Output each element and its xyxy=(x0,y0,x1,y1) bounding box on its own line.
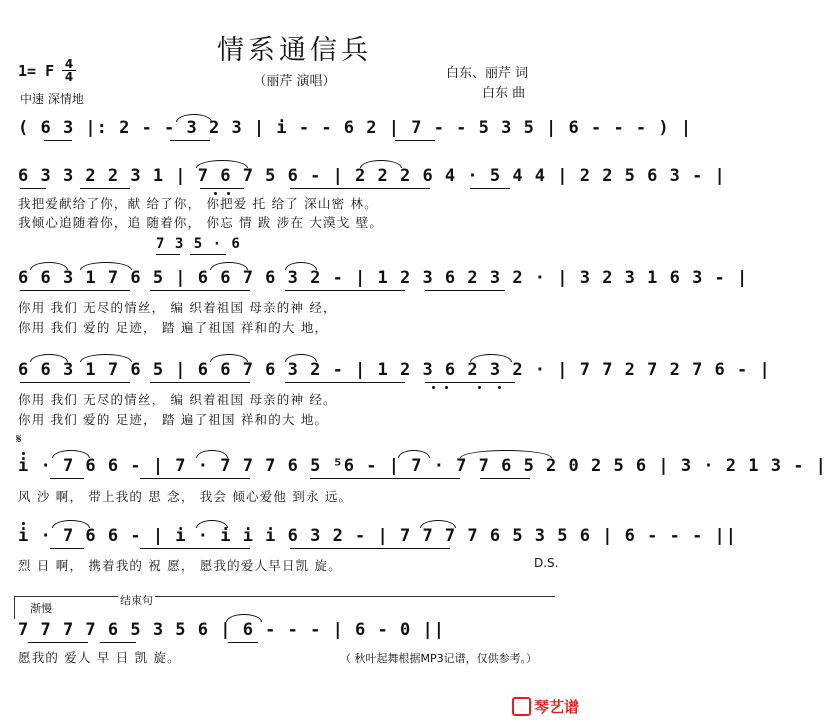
slur xyxy=(196,520,228,528)
underline xyxy=(20,382,130,383)
notation-line-3: 6 6 3 1 7 6 5 | 6 6 7 6 3 2 - | 1 2 3 6 2 3 2 · | 3 2 3 1 6 3 - | xyxy=(18,268,749,288)
key-signature: 1= F xyxy=(18,62,55,80)
slur xyxy=(470,354,512,362)
underline xyxy=(44,140,72,141)
slur xyxy=(196,450,228,458)
time-signature-bottom: 4 xyxy=(64,70,74,84)
underline xyxy=(290,548,450,549)
lyric-line-7: 愿我的 爱人 早 日 凯 旋。 xyxy=(18,650,181,665)
transcription-note: （ 秋叶起舞根据MP3记谱，仅供参考。） xyxy=(340,652,538,665)
slur xyxy=(30,354,68,362)
composer-credit: 白东 曲 xyxy=(482,86,526,101)
underline xyxy=(190,254,226,255)
song-title: 情系通信兵 xyxy=(217,35,372,66)
high-octave-dot xyxy=(22,452,25,455)
underline xyxy=(20,188,46,189)
slur xyxy=(80,354,132,362)
low-octave-dot xyxy=(432,386,435,389)
underline xyxy=(80,188,130,189)
slur xyxy=(460,450,552,458)
underline xyxy=(425,382,515,383)
lyric-line-6: 烈 日 啊， 携着我的 祝 愿， 愿我的爱人早日凯 旋。 xyxy=(18,558,342,573)
underline xyxy=(480,478,530,479)
slur xyxy=(285,354,317,362)
underline xyxy=(100,642,136,643)
underline xyxy=(290,188,430,189)
lyric-line-2a: 我把爱献给了你，献 给了你， 你把爱 托 给了 深山密 林。 xyxy=(18,196,378,211)
lyricist-credit: 白东、丽芹 词 xyxy=(446,66,529,81)
slur xyxy=(420,520,456,528)
lyric-line-5: 风 沙 啊， 带上我的 思 念， 我会 倾心爱他 到永 远。 xyxy=(18,489,353,504)
tempo-marking: 中速 深情地 xyxy=(20,92,84,106)
performer-subtitle: （丽芹 演唱） xyxy=(253,74,336,89)
slur xyxy=(196,160,248,168)
underline xyxy=(470,188,510,189)
slur xyxy=(30,262,68,270)
notation-line-2: 6 3 3 2 2 3 1 | 7 6 7 5 6 - | 2 2 2 6 4 · 5 4 4 | 2 2 5 6 3 - | xyxy=(18,166,726,186)
notation-line-5: i · 7 6 6 - | 7 · 7 7 7 6 5 ⁵6 - | 7 · 7 7 6 5 2 0 2 5 6 | 3 · 2 1 3 - | xyxy=(18,456,827,476)
ending-label: 结束句 xyxy=(120,594,153,607)
time-signature-top: 4 xyxy=(64,57,74,71)
lyric-line-3a: 你用 我们 无尽的情丝， 编 织着祖国 母亲的神 经， xyxy=(18,300,337,315)
time-signature xyxy=(62,58,76,83)
notation-line-1: ( 6 3 |: 2 - - 3 2 3 | i - - 6 2 | 7 - - 5 3 5 | 6 - - - ) | xyxy=(18,118,693,138)
underline xyxy=(150,382,250,383)
dal-segno-mark: D.S. xyxy=(534,556,559,570)
low-octave-dot xyxy=(478,386,481,389)
alternate-notes: 7 3 5 · 6 xyxy=(156,236,241,252)
underline xyxy=(150,290,250,291)
ritardando-label: 渐慢 xyxy=(30,602,52,615)
notation-line-7: 7 7 7 7 6 5 3 5 6 | 6 - - - | 6 - 0 || xyxy=(18,620,445,640)
underline xyxy=(50,478,84,479)
slur xyxy=(210,354,248,362)
lyric-line-4b: 你用 我们 爱的 足迹， 踏 遍了祖国 祥和的大 地。 xyxy=(18,412,329,427)
underline xyxy=(28,642,88,643)
low-octave-dot xyxy=(445,386,448,389)
underline xyxy=(170,140,210,141)
coda-box xyxy=(14,596,555,619)
site-logo xyxy=(512,696,579,717)
notation-line-4: 6 6 3 1 7 6 5 | 6 6 7 6 3 2 - | 1 2 3 6 2 3 2 · | 7 7 2 7 2 7 6 - | xyxy=(18,360,771,380)
underline xyxy=(285,382,405,383)
logo-icon xyxy=(512,697,531,716)
underline xyxy=(425,290,505,291)
underline xyxy=(228,642,258,643)
high-octave-dot xyxy=(22,522,25,525)
slur xyxy=(210,262,248,270)
underline xyxy=(310,478,460,479)
slur xyxy=(285,262,317,270)
lyric-line-4a: 你用 我们 无尽的情丝， 编 织着祖国 母亲的神 经。 xyxy=(18,392,337,407)
underline xyxy=(200,188,244,189)
underline xyxy=(156,254,180,255)
underline xyxy=(140,548,250,549)
slur xyxy=(398,450,430,458)
segno-sign: 𝄋 xyxy=(16,432,22,447)
lyric-line-2b: 我倾心追随着你，追 随着你， 你忘 情 跋 涉在 大漠戈 壁。 xyxy=(18,215,384,230)
underline xyxy=(285,290,405,291)
slur xyxy=(52,520,90,528)
slur xyxy=(360,160,402,168)
notation-line-6: i · 7 6 6 - | i · i i i 6 3 2 - | 7 7 7 7 6 5 3 5 6 | 6 - - - || xyxy=(18,526,738,546)
slur xyxy=(80,262,132,270)
low-octave-dot xyxy=(498,386,501,389)
underline xyxy=(20,290,130,291)
underline xyxy=(140,478,250,479)
lyric-line-3b: 你用 我们 爱的 足迹， 踏 遍了祖国 祥和的大 地， xyxy=(18,320,329,335)
site-logo-text: 琴艺谱 xyxy=(533,698,579,716)
underline xyxy=(50,548,84,549)
underline xyxy=(395,140,435,141)
slur xyxy=(52,450,90,458)
slur xyxy=(176,114,212,122)
